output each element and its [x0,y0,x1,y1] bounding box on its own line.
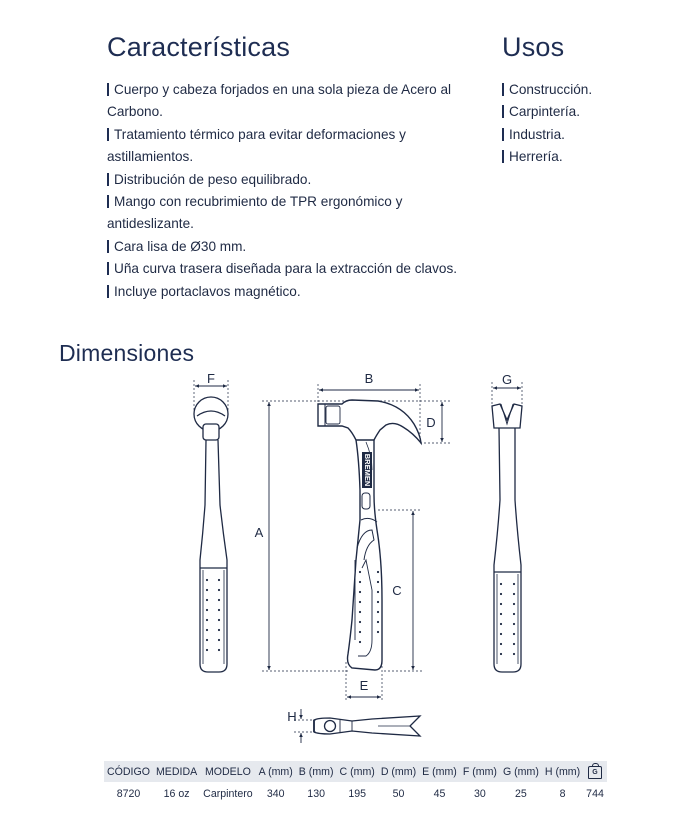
feature-item: Cuerpo y cabeza forjados en una sola pieza de Acero al Carbono. [107,82,452,120]
header-f: F (mm) [460,761,500,782]
use-item: Herrería. [502,146,682,168]
cell-weight: 744 [586,787,604,800]
weight-icon: G [588,766,602,779]
cell-d: 50 [392,787,405,800]
header-b: B (mm) [296,761,337,782]
cell-e: 45 [433,787,446,800]
label-e: E [359,678,369,693]
cell-a: 340 [266,787,285,800]
hammer-side-view [318,400,421,670]
label-g: G [501,372,513,387]
dimension-a [252,401,350,671]
header-medida: MEDIDA [153,761,200,782]
cell-g: 25 [515,787,527,800]
header-codigo: CÓDIGO [104,761,153,782]
feature-item: Cara lisa de Ø30 mm. [107,236,467,258]
label-d: D [426,415,436,430]
cell-modelo: Carpintero [203,787,253,800]
header-e: E (mm) [419,761,460,782]
brand-logo: BREMEN [363,453,373,487]
header-modelo: MODELO [200,761,255,782]
hammer-top-view [314,716,420,736]
header-weight [583,761,607,782]
header-c: C (mm) [337,761,378,782]
feature-item: Tratamiento térmico para evitar deformaciones y astillamientos. [107,126,406,165]
feature-item: Uña curva trasera diseñada para la extracción de clavos. [107,258,467,280]
cell-f: 30 [474,787,486,800]
specifications-table [104,761,607,805]
hammer-front-view [194,397,228,672]
cell-h: 8 [559,787,566,800]
table-header-row [104,761,607,782]
dimension-g [492,372,522,406]
dimensions-title: Dimensiones [59,340,195,366]
header-a: A (mm) [256,761,296,782]
features-title: Características [107,32,291,62]
feature-item: Distribución de peso equilibrado. [107,169,467,191]
cell-medida: 16 oz [163,787,190,800]
uses-title: Usos [502,32,565,62]
use-item: Industria. [502,124,682,146]
label-h: H [287,709,297,724]
hammer-back-view [492,404,522,672]
cell-b: 130 [307,787,325,800]
header-h: H (mm) [542,761,583,782]
label-f: F [207,371,215,386]
cell-c: 195 [348,787,366,800]
label-a: A [254,525,264,540]
label-c: C [392,583,402,598]
feature-item: Mango con recubrimiento de TPR ergonómico y antideslizante. [107,194,403,232]
dimension-c [378,510,422,671]
feature-item: Incluye portaclavos magnético. [107,281,467,303]
header-d: D (mm) [378,761,419,782]
table-row [104,782,607,805]
cell-codigo: 8720 [116,787,141,800]
use-item: Construcción. [502,79,682,101]
header-g: G (mm) [500,761,542,782]
use-item: Carpintería. [502,101,682,123]
label-b: B [364,371,374,386]
